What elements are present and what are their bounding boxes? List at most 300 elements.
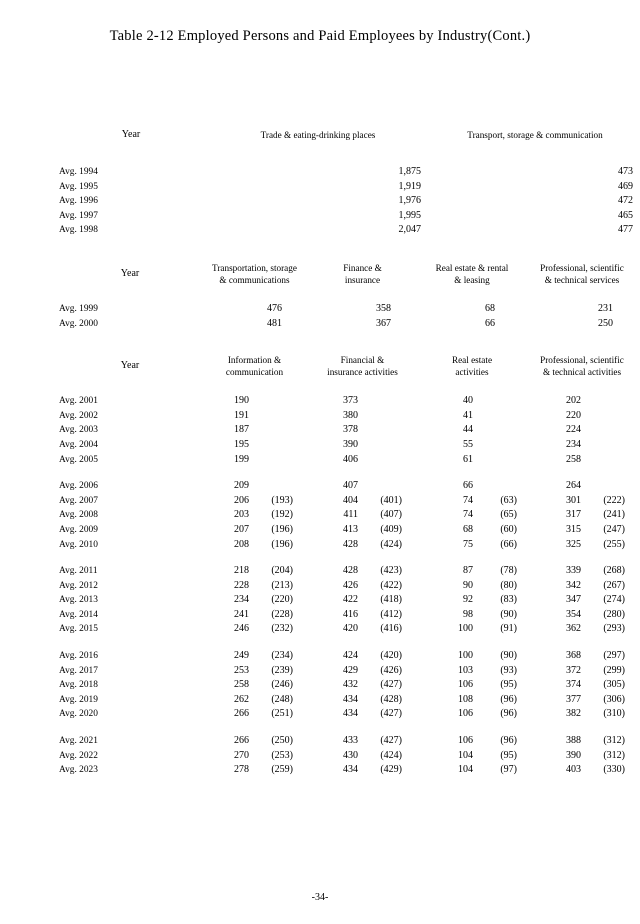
row-spacer	[59, 467, 637, 479]
cell-trade: 1,976	[398, 195, 421, 207]
header-line-2: insurance	[344, 274, 381, 285]
paid-employees-value: (259)	[271, 764, 293, 776]
cell-professional-scientific	[527, 664, 637, 679]
value-pair	[201, 523, 308, 538]
employed-persons-value: 191	[234, 409, 249, 421]
paid-employees-value: (250)	[271, 735, 293, 747]
employed-persons-value: 372	[566, 664, 581, 676]
paid-employees-value: (422)	[380, 579, 402, 591]
cell-professional-scientific	[527, 763, 637, 778]
header-line-2: insurance activities	[327, 367, 398, 378]
employed-persons-value: 411	[343, 509, 358, 521]
value-pair	[527, 622, 637, 637]
cell-real-estate: 66	[485, 317, 495, 329]
paid-employees-value: (220)	[271, 594, 293, 606]
row-year-label: Avg. 2003	[59, 425, 98, 436]
value-pair	[201, 734, 308, 749]
employed-persons-value: 373	[343, 395, 358, 407]
cell-information-communication	[201, 649, 308, 664]
cell-financial-insurance	[308, 664, 417, 679]
value-pair	[201, 707, 308, 722]
employed-persons-value: 422	[343, 594, 358, 606]
employed-persons-value: 241	[234, 608, 249, 620]
paid-employees-value: (418)	[380, 594, 402, 606]
employed-persons-value: 403	[566, 764, 581, 776]
employed-persons-value: 429	[343, 664, 358, 676]
value-pair	[201, 423, 308, 438]
paid-employees-value	[249, 438, 293, 453]
cell-financial-insurance	[308, 538, 417, 553]
employed-persons-value: 55	[463, 438, 473, 450]
row-year-label: Avg. 1994	[59, 167, 98, 177]
employed-persons-value: 108	[458, 693, 473, 705]
paid-employees-value	[249, 423, 293, 438]
cell-professional-scientific	[527, 678, 637, 693]
paid-employees-value: (255)	[603, 538, 625, 550]
table-row	[59, 508, 637, 523]
employed-persons-value: 187	[234, 424, 249, 436]
employed-persons-value: 347	[566, 594, 581, 606]
cell-professional-scientific	[527, 438, 637, 453]
paid-employees-value	[358, 394, 402, 409]
cell-real-estate	[417, 693, 527, 708]
employed-persons-value: 258	[566, 453, 581, 465]
value-pair	[417, 622, 527, 637]
employed-persons-value: 104	[458, 764, 473, 776]
cell-information-communication	[201, 693, 308, 708]
table-row	[59, 564, 637, 579]
value-pair	[201, 394, 308, 409]
paid-employees-value	[581, 423, 625, 438]
value-pair	[417, 409, 527, 424]
cell-professional-scientific	[527, 479, 637, 494]
cell-professional-scientific	[527, 608, 637, 623]
cell-professional-scientific	[527, 564, 637, 579]
cell-professional-scientific	[527, 649, 637, 664]
cell-transportation: 476	[267, 302, 282, 314]
employed-persons-value: 420	[343, 623, 358, 635]
cell-real-estate	[417, 593, 527, 608]
cell-trade: 2,047	[398, 224, 421, 236]
cell-real-estate	[417, 579, 527, 594]
paid-employees-value: (423)	[380, 565, 402, 577]
paid-employees-value: (267)	[603, 579, 625, 591]
value-pair	[527, 664, 637, 679]
cell-transport: 473	[618, 166, 633, 177]
table-header-row	[59, 338, 637, 394]
paid-employees-value: (428)	[380, 693, 402, 705]
paid-employees-value: (409)	[380, 523, 402, 535]
employed-persons-value: 74	[463, 494, 473, 506]
employed-persons-value: 40	[463, 395, 473, 407]
value-pair	[308, 523, 417, 538]
paid-employees-value: (401)	[380, 494, 402, 506]
employed-persons-value: 98	[463, 608, 473, 620]
paid-employees-value: (232)	[271, 623, 293, 635]
employed-persons-value: 434	[343, 764, 358, 776]
cell-finance: 367	[376, 317, 391, 329]
paid-employees-value	[358, 438, 402, 453]
table-row	[59, 678, 637, 693]
value-pair	[527, 564, 637, 579]
paid-employees-value: (247)	[603, 523, 625, 535]
value-pair	[527, 763, 637, 778]
employed-persons-value: 380	[343, 409, 358, 421]
value-pair	[527, 693, 637, 708]
paid-employees-value: (312)	[603, 735, 625, 747]
employed-persons-value: 434	[343, 693, 358, 705]
table-row	[59, 494, 637, 509]
employed-persons-value: 390	[566, 749, 581, 761]
row-year-label: Avg. 2011	[59, 566, 98, 577]
cell-financial-insurance	[308, 523, 417, 538]
employed-persons-value: 317	[566, 509, 581, 521]
value-pair	[527, 649, 637, 664]
paid-employees-value: (268)	[603, 565, 625, 577]
row-year-label: Avg. 2009	[59, 524, 98, 535]
table-row	[59, 194, 637, 209]
cell-trade: 1,919	[398, 180, 421, 192]
value-pair	[417, 763, 527, 778]
employed-persons-value: 382	[566, 708, 581, 720]
cell-financial-insurance	[308, 593, 417, 608]
tables-container	[59, 105, 637, 778]
row-year-label: Avg. 1995	[59, 181, 98, 192]
value-pair	[308, 453, 417, 468]
paid-employees-value	[581, 479, 625, 494]
value-pair	[527, 394, 637, 409]
table-row	[59, 180, 637, 195]
header-year: Year	[121, 129, 141, 141]
paid-employees-value	[358, 409, 402, 424]
cell-transport: 465	[618, 209, 633, 221]
employed-persons-value: 106	[458, 708, 473, 720]
value-pair	[201, 622, 308, 637]
value-pair	[527, 508, 637, 523]
cell-information-communication	[201, 394, 308, 409]
cell-information-communication	[201, 538, 308, 553]
value-pair	[308, 593, 417, 608]
cell-information-communication	[201, 678, 308, 693]
paid-employees-value: (96)	[500, 693, 517, 705]
value-pair	[417, 734, 527, 749]
value-pair	[417, 579, 527, 594]
page-title: Table 2-12 Employed Persons and Paid Employees by Industry(Cont.)	[109, 28, 531, 44]
cell-real-estate	[417, 409, 527, 424]
value-pair	[308, 693, 417, 708]
cell-real-estate	[417, 664, 527, 679]
paid-employees-value: (312)	[603, 749, 625, 761]
table-row	[59, 707, 637, 722]
employed-persons-value: 406	[343, 453, 358, 465]
table-row	[59, 453, 637, 468]
cell-financial-insurance	[308, 622, 417, 637]
value-pair	[201, 678, 308, 693]
value-pair	[417, 423, 527, 438]
cell-real-estate	[417, 608, 527, 623]
table-row	[59, 223, 637, 238]
table-row	[59, 423, 637, 438]
cell-real-estate	[417, 734, 527, 749]
paid-employees-value: (330)	[603, 764, 625, 776]
row-year-label: Avg. 2001	[59, 396, 98, 407]
cell-professional-scientific	[527, 734, 637, 749]
paid-employees-value: (90)	[500, 608, 517, 620]
employed-persons-value: 199	[234, 453, 249, 465]
cell-real-estate	[417, 538, 527, 553]
paid-employees-value: (429)	[380, 764, 402, 776]
row-year-label: Avg. 2002	[59, 410, 98, 421]
cell-information-communication	[201, 593, 308, 608]
paid-employees-value	[249, 479, 293, 494]
value-pair	[201, 494, 308, 509]
cell-professional-scientific	[527, 523, 637, 538]
header-transport-storage-communication: Transport, storage & communication	[467, 129, 603, 140]
value-pair	[417, 693, 527, 708]
cell-financial-insurance	[308, 508, 417, 523]
cell-real-estate	[417, 649, 527, 664]
cell-real-estate: 68	[485, 302, 495, 314]
employed-persons-value: 61	[463, 453, 473, 465]
employed-persons-value: 354	[566, 608, 581, 620]
header-line-2: & technical services	[544, 274, 620, 285]
cell-professional-scientific	[527, 593, 637, 608]
paid-employees-value: (234)	[271, 650, 293, 662]
cell-information-communication	[201, 707, 308, 722]
paid-employees-value: (305)	[603, 679, 625, 691]
value-pair	[201, 508, 308, 523]
cell-real-estate	[417, 523, 527, 538]
employed-persons-value: 428	[343, 565, 358, 577]
cell-financial-insurance	[308, 409, 417, 424]
employed-persons-value: 424	[343, 650, 358, 662]
cell-financial-insurance	[308, 649, 417, 664]
employed-persons-value: 104	[458, 749, 473, 761]
employed-persons-value: 264	[566, 480, 581, 492]
header-line-2: activities	[455, 367, 489, 378]
paid-employees-value: (66)	[500, 538, 517, 550]
table-block-3	[59, 338, 637, 778]
header-year: Year	[120, 268, 140, 280]
cell-professional-scientific	[527, 508, 637, 523]
paid-employees-value	[358, 479, 402, 494]
value-pair	[201, 438, 308, 453]
cell-information-communication	[201, 734, 308, 749]
value-pair	[417, 523, 527, 538]
value-pair	[308, 508, 417, 523]
employed-persons-value: 266	[234, 735, 249, 747]
table-row	[59, 608, 637, 623]
paid-employees-value: (424)	[380, 749, 402, 761]
paid-employees-value	[473, 394, 517, 409]
employed-persons-value: 203	[234, 509, 249, 521]
cell-professional-scientific	[527, 423, 637, 438]
cell-real-estate	[417, 438, 527, 453]
employed-persons-value: 430	[343, 749, 358, 761]
table-row	[59, 409, 637, 424]
employed-persons-value: 66	[463, 480, 473, 492]
cell-information-communication	[201, 423, 308, 438]
paid-employees-value: (280)	[603, 608, 625, 620]
paid-employees-value: (91)	[500, 623, 517, 635]
paid-employees-value: (95)	[500, 679, 517, 691]
value-pair	[527, 538, 637, 553]
value-pair	[201, 564, 308, 579]
employed-persons-value: 234	[234, 594, 249, 606]
value-pair	[201, 763, 308, 778]
header-line-2: & communications	[219, 274, 290, 285]
paid-employees-value	[473, 423, 517, 438]
paid-employees-value: (310)	[603, 708, 625, 720]
value-pair	[417, 438, 527, 453]
header-professional-scientific-technical-activities	[527, 338, 637, 394]
paid-employees-value	[358, 453, 402, 468]
cell-real-estate	[417, 453, 527, 468]
paid-employees-value: (241)	[603, 509, 625, 521]
value-pair	[201, 579, 308, 594]
row-year-label: Avg. 2016	[59, 651, 98, 662]
value-pair	[527, 608, 637, 623]
row-spacer	[59, 722, 637, 734]
cell-trade: 1,995	[398, 209, 421, 221]
row-year-label: Avg. 2005	[59, 454, 98, 465]
value-pair	[201, 593, 308, 608]
header-information-communication	[201, 338, 308, 394]
employed-persons-value: 75	[463, 538, 473, 550]
value-pair	[417, 608, 527, 623]
table-row	[59, 302, 637, 317]
value-pair	[527, 579, 637, 594]
employed-persons-value: 416	[343, 608, 358, 620]
table-block-2	[59, 246, 637, 331]
table-row	[59, 317, 637, 332]
table-row	[59, 523, 637, 538]
employed-persons-value: 41	[463, 409, 473, 421]
cell-information-communication	[201, 763, 308, 778]
paid-employees-value: (427)	[380, 735, 402, 747]
employed-persons-value: 315	[566, 523, 581, 535]
row-year-label: Avg. 2008	[59, 510, 98, 521]
employed-persons-value: 68	[463, 523, 473, 535]
table-row	[59, 165, 637, 180]
paid-employees-value	[581, 453, 625, 468]
employed-persons-value: 434	[343, 708, 358, 720]
paid-employees-value: (196)	[271, 523, 293, 535]
employed-persons-value: 208	[234, 538, 249, 550]
value-pair	[308, 438, 417, 453]
value-pair	[527, 707, 637, 722]
header-line-1: Information &	[227, 354, 282, 365]
paid-employees-value: (427)	[380, 708, 402, 720]
value-pair	[308, 734, 417, 749]
cell-professional-scientific	[527, 693, 637, 708]
value-pair	[417, 479, 527, 494]
cell-financial-insurance	[308, 453, 417, 468]
header-finance-insurance	[308, 246, 417, 302]
value-pair	[417, 664, 527, 679]
cell-financial-insurance	[308, 693, 417, 708]
paid-employees-value: (253)	[271, 749, 293, 761]
cell-professional: 250	[598, 317, 613, 329]
employed-persons-value: 100	[458, 650, 473, 662]
paid-employees-value: (248)	[271, 693, 293, 705]
header-line-2: & leasing	[454, 274, 490, 285]
value-pair	[417, 564, 527, 579]
table-row	[59, 593, 637, 608]
employed-persons-value: 249	[234, 650, 249, 662]
row-year-label: Avg. 2023	[59, 765, 98, 776]
paid-employees-value: (251)	[271, 708, 293, 720]
paid-employees-value: (204)	[271, 565, 293, 577]
paid-employees-value: (213)	[271, 579, 293, 591]
table-row	[59, 394, 637, 409]
value-pair	[527, 494, 637, 509]
employed-persons-value: 262	[234, 693, 249, 705]
employed-persons-value: 100	[458, 623, 473, 635]
cell-financial-insurance	[308, 423, 417, 438]
paid-employees-value	[249, 394, 293, 409]
header-line-1: Real estate	[451, 354, 493, 365]
cell-information-communication	[201, 479, 308, 494]
value-pair	[417, 394, 527, 409]
cell-financial-insurance	[308, 579, 417, 594]
row-year-label: Avg. 2014	[59, 609, 98, 620]
value-pair	[201, 538, 308, 553]
paid-employees-value: (65)	[500, 509, 517, 521]
table-row	[59, 763, 637, 778]
cell-trade: 1,875	[398, 166, 421, 177]
paid-employees-value: (78)	[500, 565, 517, 577]
table-row	[59, 734, 637, 749]
employed-persons-value: 202	[566, 395, 581, 407]
row-year-label: Avg. 2020	[59, 709, 98, 720]
row-year-label: Avg. 2018	[59, 680, 98, 691]
paid-employees-value	[358, 423, 402, 438]
employed-persons-value: 362	[566, 623, 581, 635]
employed-persons-value: 87	[463, 565, 473, 577]
cell-professional-scientific	[527, 394, 637, 409]
row-year-label: Avg. 2013	[59, 595, 98, 606]
cell-real-estate	[417, 564, 527, 579]
row-year-label: Avg. 1999	[59, 303, 98, 314]
row-year-label: Avg. 2022	[59, 750, 98, 761]
table-row	[59, 538, 637, 553]
cell-information-communication	[201, 664, 308, 679]
value-pair	[527, 423, 637, 438]
value-pair	[417, 494, 527, 509]
table-header-row	[59, 246, 637, 302]
paid-employees-value: (97)	[500, 764, 517, 776]
value-pair	[308, 564, 417, 579]
paid-employees-value: (63)	[500, 494, 517, 506]
table-row	[59, 479, 637, 494]
cell-information-communication	[201, 508, 308, 523]
cell-professional-scientific	[527, 538, 637, 553]
header-trade-eating-drinking-places: Trade & eating-drinking places	[260, 129, 376, 140]
employed-persons-value: 413	[343, 523, 358, 535]
row-year-label: Avg. 1996	[59, 196, 98, 207]
value-pair	[527, 749, 637, 764]
employed-persons-value: 377	[566, 693, 581, 705]
employed-persons-value: 224	[566, 424, 581, 436]
employed-persons-value: 90	[463, 579, 473, 591]
table-block-3-body	[59, 394, 637, 778]
paid-employees-value: (420)	[380, 650, 402, 662]
row-year-label: Avg. 2017	[59, 665, 98, 676]
value-pair	[308, 664, 417, 679]
employed-persons-value: 258	[234, 679, 249, 691]
cell-real-estate	[417, 622, 527, 637]
